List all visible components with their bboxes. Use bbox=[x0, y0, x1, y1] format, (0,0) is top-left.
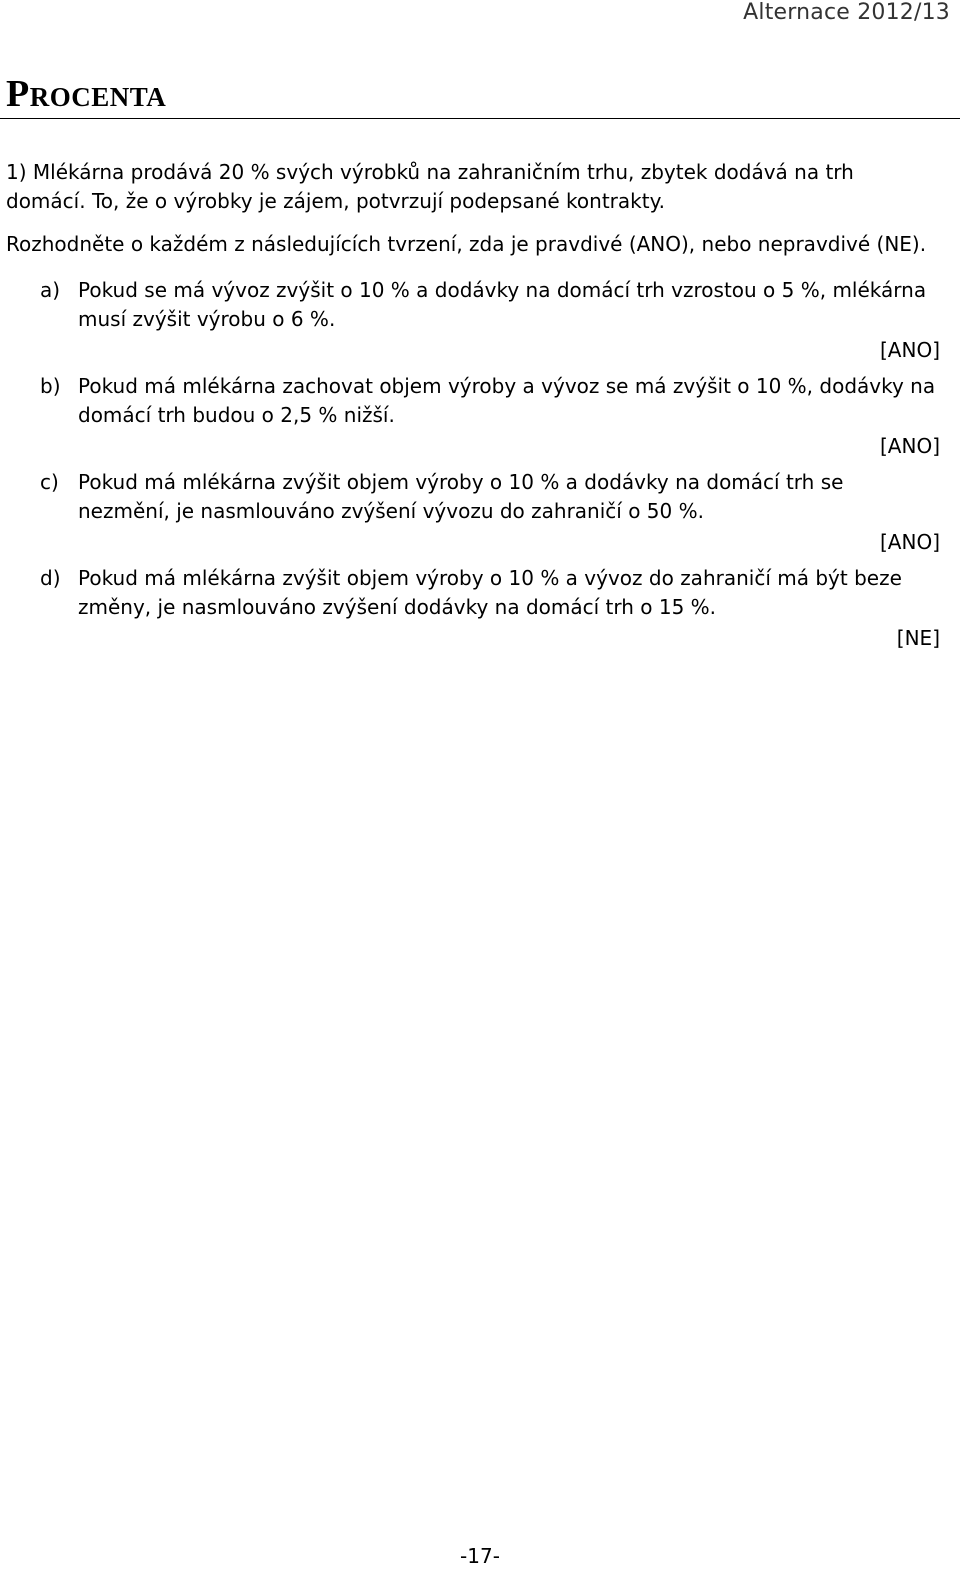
statement-item-c bbox=[6, 468, 936, 526]
statement-list bbox=[6, 276, 940, 653]
statement-answer-a: [ANO] bbox=[880, 338, 940, 362]
statement-marker: d) bbox=[40, 566, 61, 590]
statement-text: Pokud má mlékárna zachovat objem výroby a vývoz se má zvýšit o 10 %, dodávky na domácí trh budou o 2,5 % nižší. bbox=[78, 374, 936, 427]
statement-item-a bbox=[6, 276, 936, 334]
statement-text: Pokud má mlékárna zvýšit objem výroby o 10 % a vývoz do zahraničí má být beze změny, je nasmlouváno zvýšení dodávky na domácí trh o 15 %. bbox=[78, 566, 902, 619]
statement-text: Pokud se má vývoz zvýšit o 10 % a dodávky na domácí trh vzrostou o 5 %, mlékárna musí zvýšit výrobu o 6 %. bbox=[78, 278, 927, 331]
statement-answer-c: [ANO] bbox=[880, 530, 940, 554]
statement-marker: a) bbox=[40, 278, 61, 302]
statement-answer-b: [ANO] bbox=[880, 434, 940, 458]
page-title bbox=[6, 72, 166, 116]
statement-answer-d: [NE] bbox=[896, 626, 940, 650]
title-divider bbox=[0, 118, 960, 119]
running-header: Alternace 2012/13 bbox=[743, 0, 950, 25]
problem-instruction: Rozhodněte o každém z následujících tvrzení, zda je pravdivé (ANO), nebo nepravdivé (NE). bbox=[6, 232, 927, 256]
title-initial: P bbox=[6, 73, 30, 115]
problem-block bbox=[6, 158, 940, 660]
statement-text: Pokud má mlékárna zvýšit objem výroby o 10 % a dodávky na domácí trh se nezmění, je nasmlouváno zvýšení vývozu do zahraničí o 50 %. bbox=[78, 470, 844, 523]
statement-marker: b) bbox=[40, 374, 61, 398]
statement-item-b bbox=[6, 372, 936, 430]
statement-item-d bbox=[6, 564, 936, 622]
title-rest: ROCENTA bbox=[29, 82, 167, 112]
page-number: -17- bbox=[460, 1544, 500, 1568]
problem-intro: 1) Mlékárna prodává 20 % svých výrobků na zahraničním trhu, zbytek dodává na trh domácí. To, že o výrobky je zájem, potvrzují podepsané kontrakty. bbox=[6, 160, 854, 213]
statement-marker: c) bbox=[40, 470, 59, 494]
